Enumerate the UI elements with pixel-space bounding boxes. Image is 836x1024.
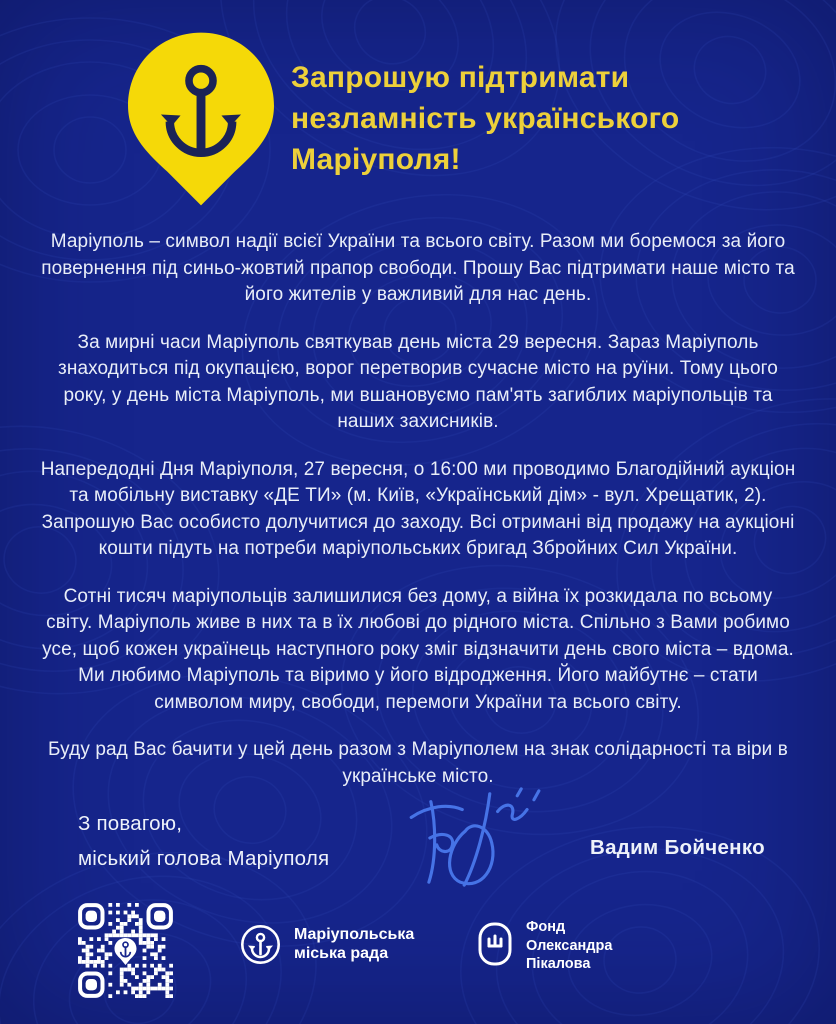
page-title (291, 57, 781, 180)
letter-paragraph: За мирні часи Маріуполь святкував день міста 29 вересня. Зараз Маріуполь знаходиться під окупацією, ворог перетворив сучасне місто на руїни. Тому цього року, у день міста Маріуполь, ми вшановуємо пам'ять загиблих маріупольців та наших захисників. (58, 331, 778, 432)
handwritten-signature (402, 784, 552, 892)
signer-name: Вадим Бойченко (590, 836, 765, 859)
fund-name-line: Олександра (526, 937, 613, 954)
closing-lines (78, 806, 329, 876)
council-name-line: міська рада (294, 944, 389, 962)
title-line: Маріуполя! (291, 143, 461, 176)
letter-paragraph: Напередодні Дня Маріуполя, 27 вересня, о 16:00 ми проводимо Благодійний аукціон та мобільну виставку «ДЕ ТИ» (м. Київ, «Український дім» - вул. Хрещатик, 2). Запрошую Вас особисто долучитися до заходу. Всі отримані від продажу на аукціоні кошти підуть на потреби маріупольських бригад Збройних Сил України. (40, 458, 796, 559)
map-pin-anchor-icon (114, 30, 288, 208)
closing-line: міський голова Маріуполя (78, 847, 330, 870)
council-name-line: Маріупольська (294, 926, 415, 943)
fund-name (526, 918, 612, 974)
closing-line: З повагою, (78, 812, 183, 835)
council-logo-block (240, 924, 414, 965)
title-line: Запрошую підтримати (291, 61, 630, 94)
fund-name-line: Пікалова (526, 956, 591, 972)
fund-monogram-icon (478, 922, 512, 966)
letter-body (40, 229, 796, 811)
anchor-circle-icon (240, 924, 281, 965)
letter-paragraph: Маріуполь – символ надії всієї України та всього світу. Разом ми боремося за його повернення під синьо-жовтий прапор свободи. Прошу Вас підтримати наше місто та його жителів у важливий для нас день. (41, 231, 795, 305)
qr-code-icon (78, 903, 173, 998)
council-name (294, 926, 414, 963)
letter-paragraph: Сотні тисяч маріупольців залишилися без дому, а війна їх розкидала по всьому світу. Маріуполь живе в них та в їх любові до рідного міста. Спільно з Вами робимо усе, щоб кожен українець наступного року зміг відзначити день свого міста – вдома. Ми любимо Маріуполь та віримо у його відродження. Його майбутнє – стати символом миру, свободи, перемоги України та всього світу. (42, 585, 794, 713)
title-line: незламність українського (291, 102, 680, 135)
fund-name-line: Фонд (526, 919, 566, 935)
letter-paragraph: Буду рад Вас бачити у цей день разом з Маріуполем на знак солідарності та віри в українське місто. (48, 739, 788, 787)
fund-logo-block (478, 918, 612, 974)
